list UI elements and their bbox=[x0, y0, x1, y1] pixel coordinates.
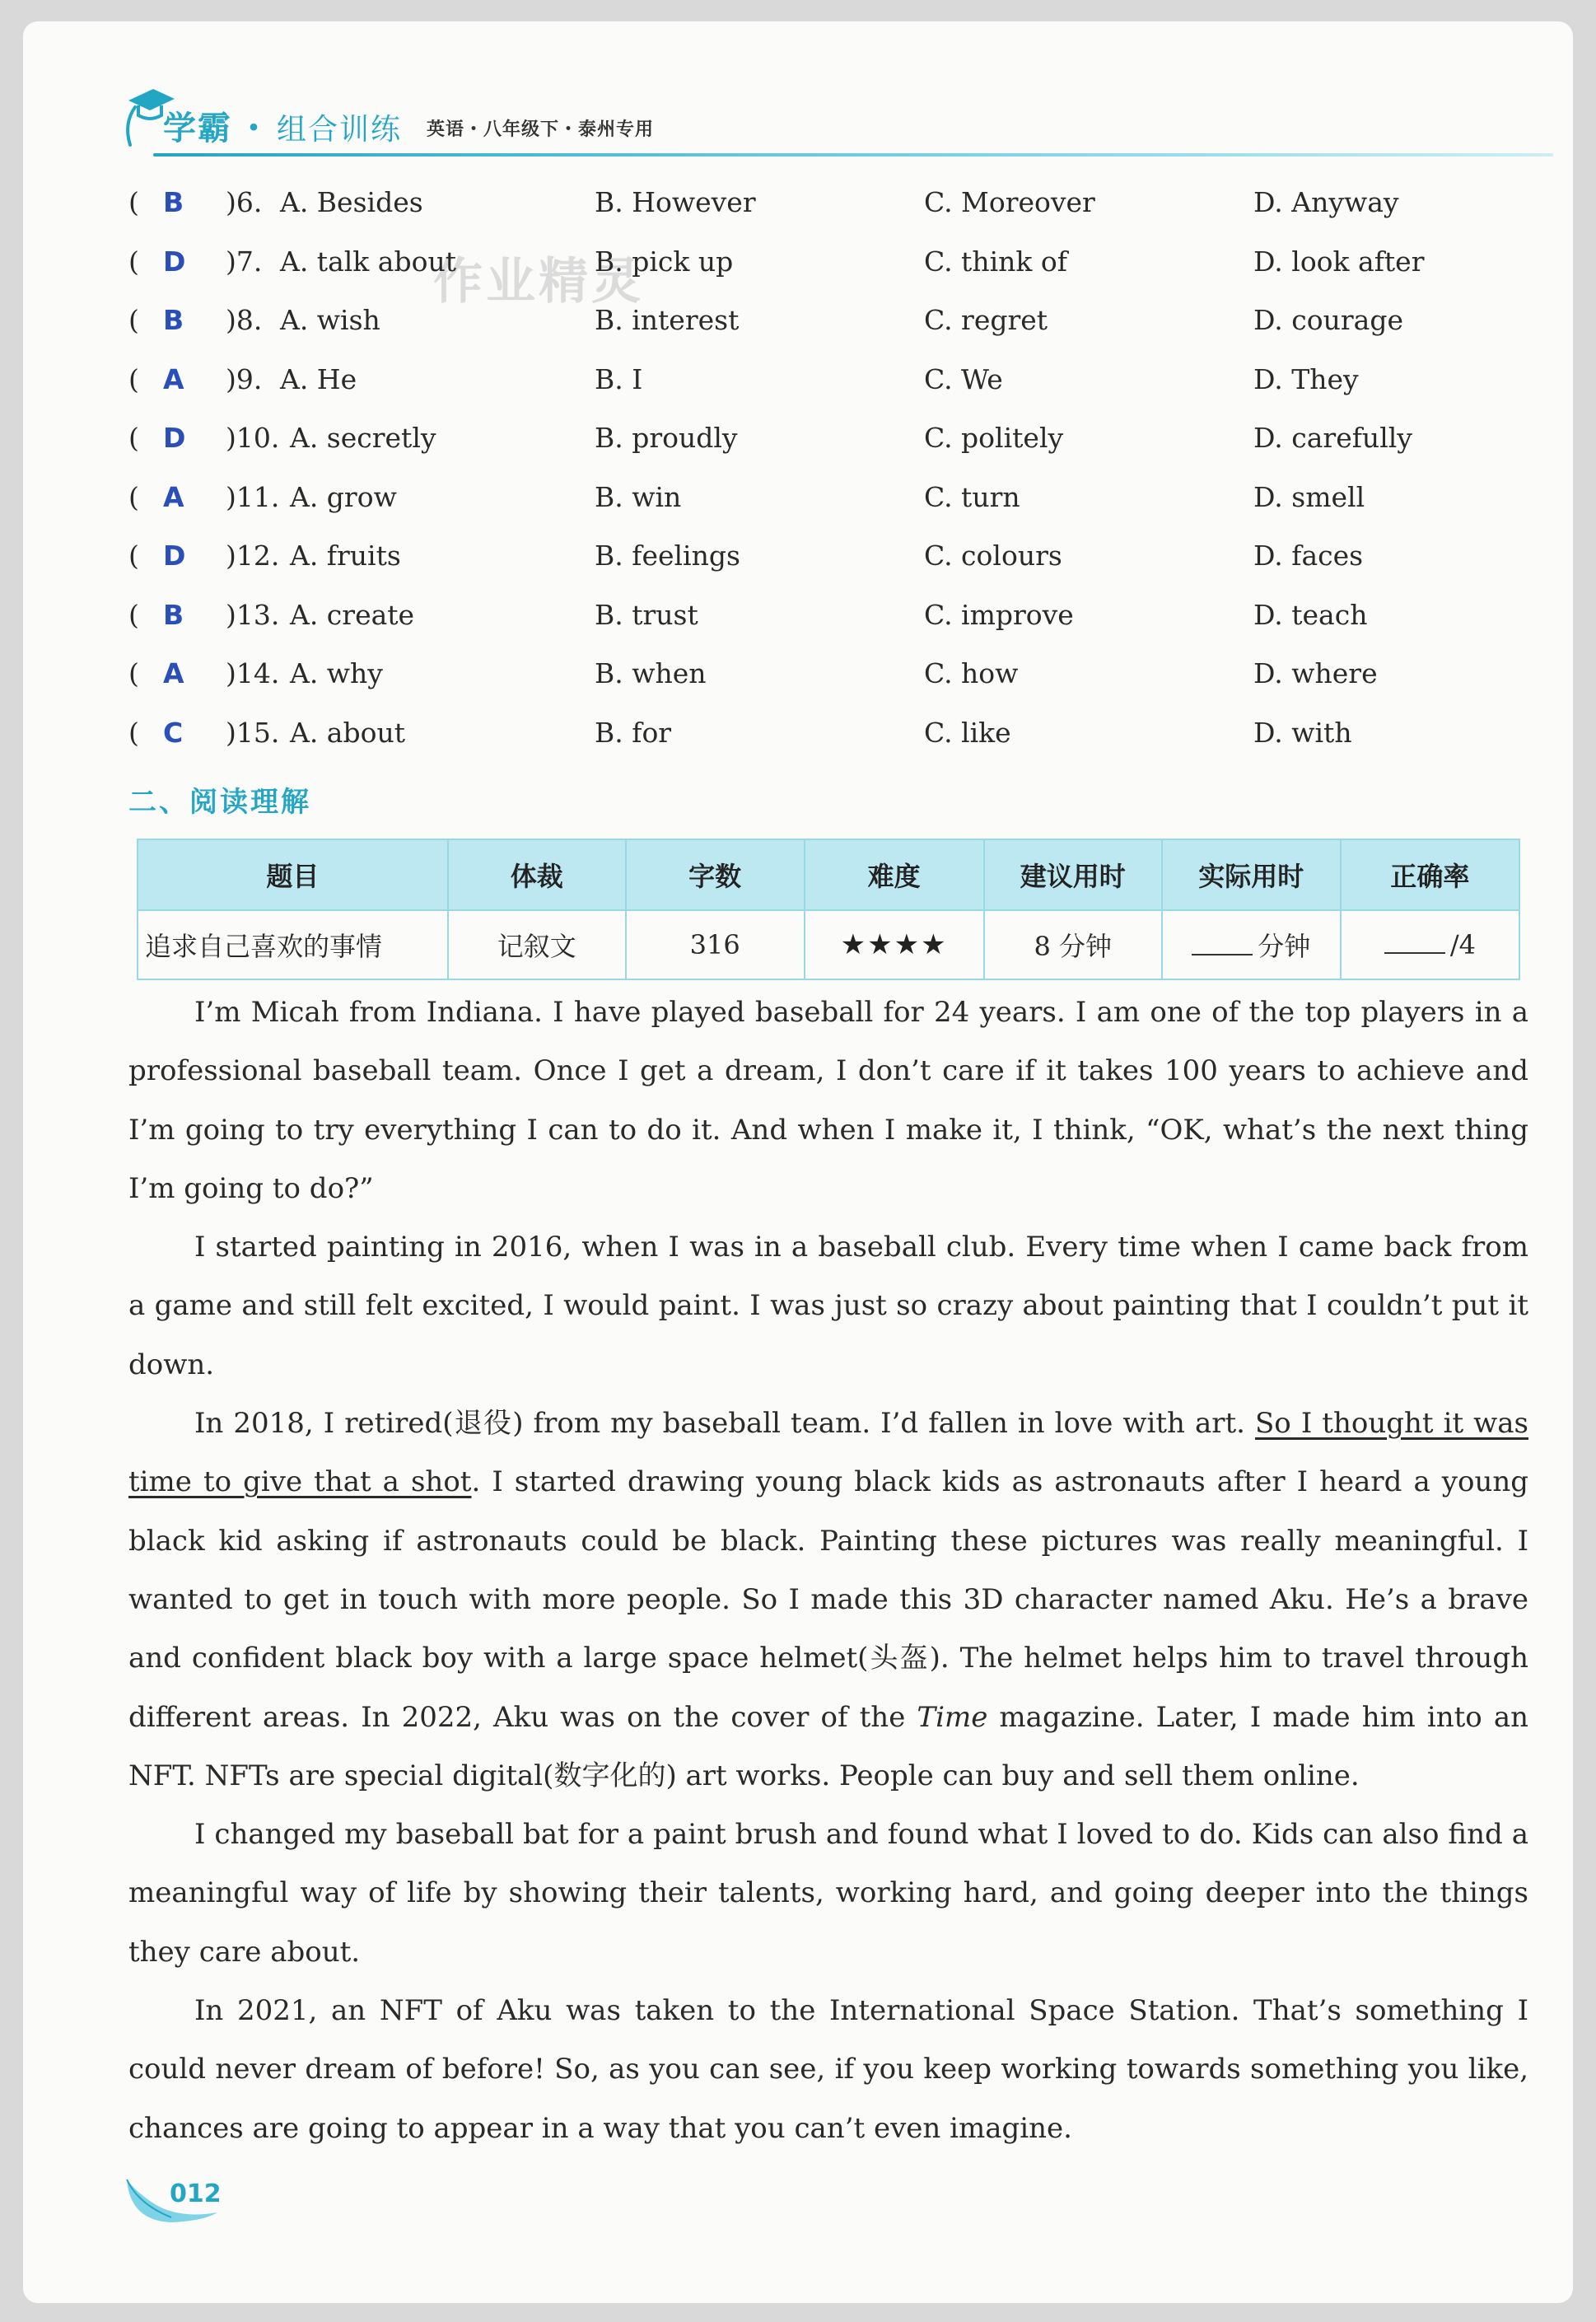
table-header: 实际用时 bbox=[1162, 839, 1341, 910]
passage-text: . I started drawing young black kids as astronauts after I heard a young black kid asking if astronauts could be black. Painting these pictures was really meaningful. I wanted to get in touch with more people. So I made this 3D character named Aku. He’s a brave and confident black boy with a large space helmet(头盔). The helmet helps him to travel through different areas. In 2022, Aku was on the cover of the bbox=[128, 1465, 1529, 1734]
accuracy-total: /4 bbox=[1449, 929, 1476, 960]
option-d: D. with bbox=[1253, 716, 1352, 749]
question-number: )15. bbox=[226, 716, 280, 749]
passage-paragraph: I’m Micah from Indiana. I have played baseball for 24 years. I am one of the top players in a professional baseball team. Once I get a dream, I don’t care if it takes 100 years to achieve and I’m going to try everything I can to do it. And when I make it, I think, “OK, what’s the next thing I’m going to do?” bbox=[128, 996, 1528, 1205]
option-a: A. He bbox=[280, 362, 357, 395]
answer-letter: D bbox=[163, 540, 186, 572]
option-c: C. colours bbox=[924, 540, 1062, 572]
paren: ( bbox=[128, 716, 139, 749]
answer-row bbox=[128, 657, 1528, 717]
option-b: B. I bbox=[595, 362, 643, 395]
underlined-sentence: So I thought it was time to give that a shot bbox=[128, 1407, 1528, 1499]
option-c: C. turn bbox=[924, 480, 1020, 513]
brand-separator: ・ bbox=[237, 110, 272, 147]
answer-letter: B bbox=[163, 598, 184, 631]
option-a: A. Besides bbox=[280, 186, 423, 218]
table-header: 建议用时 bbox=[984, 839, 1162, 910]
option-c: C. regret bbox=[924, 304, 1048, 336]
answer-row bbox=[128, 481, 1528, 540]
question-number: )10. bbox=[226, 422, 280, 454]
option-a: A. secretly bbox=[290, 422, 436, 454]
passage-paragraph: I started painting in 2016, when I was in a baseball club. Every time when I came back from a game and still felt excited, I would paint. I was just so crazy about painting that I couldn’t put it down. bbox=[128, 1231, 1528, 1381]
answer-letter: A bbox=[163, 480, 184, 513]
answer-letter: A bbox=[163, 362, 184, 395]
option-c: C. think of bbox=[924, 245, 1067, 278]
accuracy-blank[interactable] bbox=[1384, 931, 1445, 954]
question-number: )12. bbox=[226, 540, 280, 572]
table-row bbox=[138, 910, 1519, 979]
answer-row bbox=[128, 363, 1528, 423]
option-b: B. for bbox=[595, 716, 672, 749]
table-header: 题目 bbox=[138, 839, 448, 910]
suggested-time-cell: 8 分钟 bbox=[984, 910, 1162, 979]
question-number: )14. bbox=[226, 657, 280, 689]
paren: ( bbox=[128, 362, 139, 395]
magazine-title: Time bbox=[917, 1700, 988, 1734]
brand-title bbox=[163, 102, 402, 149]
option-d: D. They bbox=[1253, 362, 1359, 395]
option-d: D. where bbox=[1253, 657, 1378, 689]
option-a: A. wish bbox=[280, 304, 380, 336]
option-a: A. grow bbox=[290, 480, 397, 513]
actual-time-blank[interactable] bbox=[1192, 932, 1253, 955]
answer-letter: B bbox=[163, 186, 184, 218]
question-number: )11. bbox=[226, 480, 280, 513]
book-info: 英语・八年级下・泰州专用 bbox=[427, 119, 655, 140]
answer-row bbox=[128, 540, 1528, 599]
section-title: 二、阅读理解 bbox=[128, 786, 311, 819]
option-c: C. like bbox=[924, 716, 1011, 749]
option-d: D. smell bbox=[1253, 480, 1365, 513]
answer-row bbox=[128, 304, 1528, 363]
question-number: )9. bbox=[226, 362, 263, 395]
option-b: B. proudly bbox=[595, 422, 738, 454]
option-a: A. why bbox=[290, 657, 383, 689]
answer-letter: D bbox=[163, 245, 186, 278]
brand-name: 学霸 bbox=[163, 110, 232, 147]
option-c: C. politely bbox=[924, 422, 1064, 454]
table-header: 难度 bbox=[805, 839, 984, 910]
answer-row bbox=[128, 245, 1528, 305]
question-number: )6. bbox=[226, 186, 263, 218]
paren: ( bbox=[128, 186, 139, 218]
answer-letter: D bbox=[163, 422, 186, 454]
answer-row bbox=[128, 717, 1528, 776]
paren: ( bbox=[128, 480, 139, 513]
actual-time-cell bbox=[1162, 910, 1341, 979]
option-d: D. Anyway bbox=[1253, 186, 1399, 218]
option-d: D. carefully bbox=[1253, 422, 1412, 454]
answer-letter: A bbox=[163, 657, 184, 689]
passage-paragraph: I changed my baseball bat for a paint brush and found what I loved to do. Kids can also find a meaningful way of life by showing their talents, working hard, and going deeper into the things they care about. bbox=[128, 1818, 1528, 1969]
option-b: B. win bbox=[595, 480, 682, 513]
paren: ( bbox=[128, 540, 139, 572]
paren: ( bbox=[128, 422, 139, 454]
page-header bbox=[105, 71, 1489, 161]
reading-info-table bbox=[137, 839, 1520, 980]
option-b: B. interest bbox=[595, 304, 740, 336]
passage-text: In 2018, I retired(退役) from my baseball team. I’d fallen in love with art. bbox=[194, 1407, 1256, 1441]
option-c: C. We bbox=[924, 362, 1003, 395]
passage-paragraph: In 2021, an NFT of Aku was taken to the International Space Station. That’s something I could never dream of before! So, as you can see, if you keep working towards something you like, chances are going to appear in a way that you can’t even imagine. bbox=[128, 1994, 1528, 2145]
question-number: )7. bbox=[226, 245, 263, 278]
paren: ( bbox=[128, 657, 139, 689]
page-number: 012 bbox=[170, 2180, 222, 2208]
answer-row bbox=[128, 599, 1528, 658]
question-number: )13. bbox=[226, 598, 280, 631]
option-d: D. teach bbox=[1253, 598, 1368, 631]
paren: ( bbox=[128, 598, 139, 631]
option-b: B. However bbox=[595, 186, 756, 218]
table-header: 字数 bbox=[626, 839, 805, 910]
option-c: C. improve bbox=[924, 598, 1074, 631]
question-number: )8. bbox=[226, 304, 263, 336]
option-c: C. Moreover bbox=[924, 186, 1095, 218]
accuracy-cell bbox=[1341, 910, 1519, 979]
option-c: C. how bbox=[924, 657, 1019, 689]
option-a: A. about bbox=[290, 716, 405, 749]
answer-letter: C bbox=[163, 716, 184, 749]
option-a: A. fruits bbox=[290, 540, 401, 572]
header-divider bbox=[153, 153, 1553, 157]
option-a: A. talk about bbox=[280, 245, 456, 278]
passage-paragraph bbox=[128, 1395, 1528, 1806]
page-number-badge bbox=[122, 2171, 221, 2232]
passage-text: magazine. Later, I made him into an NFT. NFTs are special digital(数字化的) art works. People can buy and sell them online. bbox=[128, 1700, 1528, 1792]
passage-title-cell: 追求自己喜欢的事情 bbox=[138, 910, 448, 979]
option-a: A. create bbox=[290, 598, 415, 631]
option-b: B. feelings bbox=[595, 540, 740, 572]
brand-subtitle: 组合训练 bbox=[277, 113, 403, 147]
difficulty-stars: ★★★★ bbox=[805, 910, 984, 979]
genre-cell: 记叙文 bbox=[448, 910, 626, 979]
option-d: D. courage bbox=[1253, 304, 1403, 336]
table-header-row bbox=[138, 839, 1519, 910]
paren: ( bbox=[128, 245, 139, 278]
option-d: D. faces bbox=[1253, 540, 1364, 572]
option-b: B. pick up bbox=[595, 245, 734, 278]
actual-time-unit: 分钟 bbox=[1258, 931, 1311, 962]
option-b: B. trust bbox=[595, 598, 698, 631]
answer-letter: B bbox=[163, 304, 184, 336]
table-header: 体裁 bbox=[448, 839, 626, 910]
option-b: B. when bbox=[595, 657, 707, 689]
reading-passage bbox=[128, 983, 1528, 2158]
option-d: D. look after bbox=[1253, 245, 1425, 278]
answer-list bbox=[128, 186, 1528, 775]
answer-row bbox=[128, 186, 1528, 245]
word-count-cell: 316 bbox=[626, 910, 805, 979]
paren: ( bbox=[128, 304, 139, 336]
answer-row bbox=[128, 422, 1528, 481]
table-header: 正确率 bbox=[1341, 839, 1519, 910]
page bbox=[23, 21, 1573, 2303]
watermark: 作业精灵 bbox=[433, 253, 644, 311]
